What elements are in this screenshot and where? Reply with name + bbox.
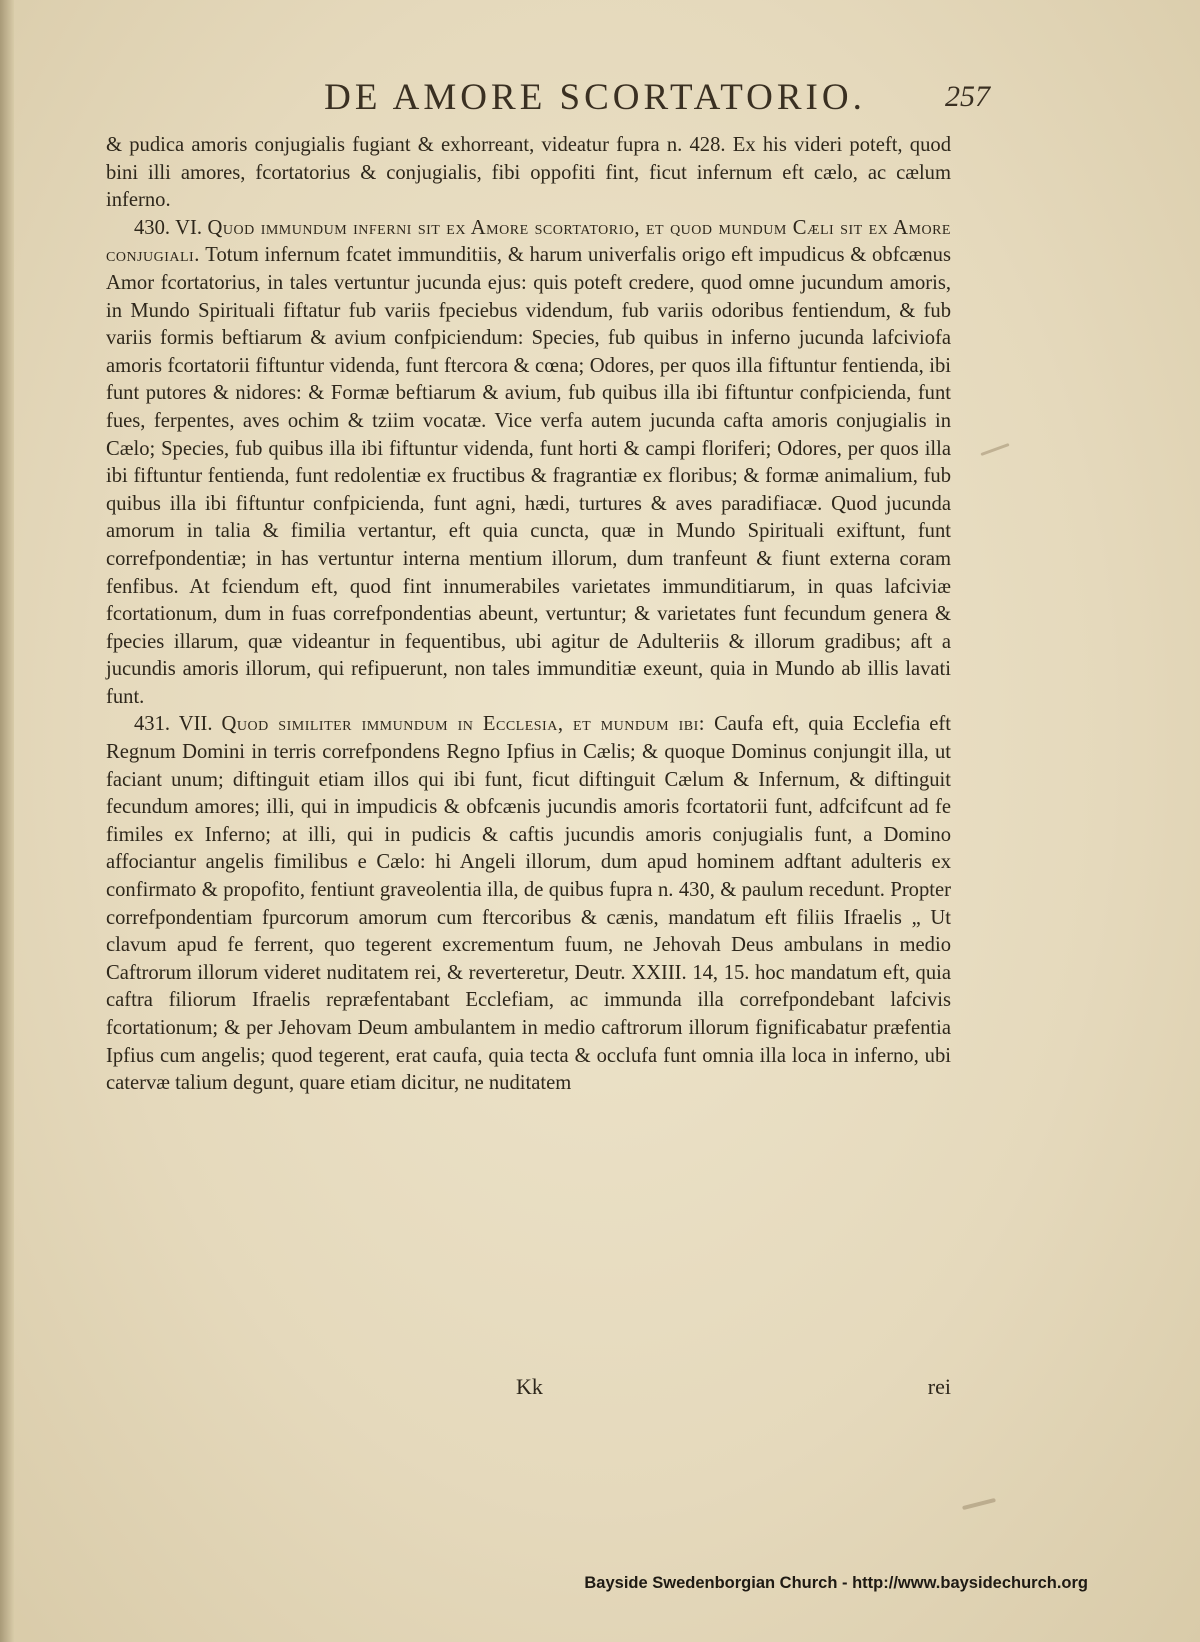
- signature-mark: Kk: [516, 1374, 543, 1399]
- catchword: rei: [927, 1374, 951, 1399]
- page-number: 257: [945, 80, 990, 113]
- paragraph-continuation: & pudica amoris conjugialis fugiant & exhorreant, videatur fupra n. 428. Ex his videri poteft, quod bini illi amores, fcortatorius & conjugialis, fibi oppofiti fint, ficut infernum eft cælo, ac cælum inferno.: [106, 134, 951, 212]
- paper-smudge: [980, 443, 1009, 456]
- running-title: DE AMORE SCORTATORIO.: [324, 77, 866, 118]
- section-number-430: 430. VI.: [134, 216, 203, 239]
- section-text-431: Caufa eft, quia Ecclefia eft Regnum Domini in terris correfpondens Regno Ipfius in Cælis; & quoque Dominus conjungit illa, ut faciant unum; diftinguit etiam illos qui ibi funt, ficut diftinguit Cælum & Infernum, & diftinguit fecundum amores; illi, qui in impudicis & obfcænis jucundis amoris fcortatorii funt, adfcifcunt ad fe fimiles ex Inferno; at illi, qui in pudicis & caftis jucundis amoris conjugialis funt, a Domino affociantur angelis fimilibus e Cælo: hi Angeli illorum, dum apud hominem adftant adulteris ex confirmato & propofito, fentiunt graveolentia illa, de quibus fupra n. 430, & paulum recedunt. Propter correfpondentiam fpurcorum amorum cum ftercoribus & cænis, mandatum eft filiis Ifraelis „ Ut clavum apud fe ferrent, quo tegerent excrementum fuum, ne Jehovah Deus ambulans in medio Caftrorum illorum videret nuditatem rei, & reverteretur, Deutr. XXIII. 14, 15. hoc mandatum eft, quia caftra filiorum Ifraelis repræfentabant Ecclefiam, ac immunda illa correfpondebant lafcivis fcortationum; & per Jehovam Deum ambulantem in medio caftrorum illorum fignificabatur præfentia Ipfius cum angelis; quod tegerent, erat caufa, quia tecta & occlufa funt omnia illa loca in inferno, ubi catervæ talium degunt, quare etiam dicitur, ne nuditatem: [106, 713, 951, 1095]
- page-footer: [106, 1374, 951, 1404]
- paragraph-431: [106, 711, 951, 1097]
- page-header: [90, 76, 990, 116]
- paragraph-430: [106, 215, 951, 712]
- section-heading-430: Quod immundum inferni sit ex Amore scortatorio, et quod mundum Cæli sit ex Amore conjugiali.: [106, 216, 951, 267]
- section-number-431: 431. VII.: [134, 713, 213, 736]
- body-text: [106, 132, 951, 1098]
- section-heading-431: Quod similiter immundum in Ecclesia, et mundum ibi:: [221, 713, 705, 736]
- section-text-430: Totum infernum fcatet immunditiis, & harum univerfalis origo eft impudicus & obfcænus Amor fcortatorius, in tales vertuntur jucunda ejus: quis poteft credere, quod omne jucundum amoris, in Mundo Spirituali fiftatur fub variis fpeciebus videndum, fub variis odoribus fentiendum, & fub variis formis beftiarum & avium confpiciendum: Species, fub quibus in inferno jucunda lafciviofa amoris fcortatorii fiftuntur videnda, funt ftercora & cœna; Odores, per quos illa fiftuntur fentienda, ibi funt putores & nidores: & Formæ beftiarum & avium, fub quibus illa ibi fiftuntur confpicienda, funt fues, ferpentes, aves ochim & tziim vocatæ. Vice verfa autem jucunda cafta amoris conjugialis in Cælo; Species, fub quibus illa ibi fiftuntur videnda, funt horti & campi floriferi; Odores, per quos illa ibi fiftuntur fentienda, funt redolentiæ ex fructibus & fragrantiæ ex floribus; & formæ animalium, fub quibus illa ibi fiftuntur confpicienda, funt agni, hædi, turtures & aves paradifiacæ. Quod jucunda amorum in talia & fimilia vertantur, eft quia cuncta, quæ in Mundo Spirituali exiftunt, funt correfpondentiæ; in has vertuntur interna mentium illorum, dum tranfeunt & fiunt externa coram fenfibus. At fciendum eft, quod fint innumerabiles varietates immunditiarum, in quas lafciviæ fcortationum, dum in fuas correfpondentias abeunt, vertuntur; & varietates funt fecundum genera & fpecies illarum, quæ videantur in fequentibus, ubi agitur de Adulteriis & illorum gradibus; aft a jucundis amoris illorum, qui refipuerunt, non tales immunditiæ exeunt, quia in Mundo ab illis lavati funt.: [106, 244, 951, 708]
- paper-smudge: [962, 1498, 996, 1510]
- watermark-credit: Bayside Swedenborgian Church - http://www.baysidechurch.org: [584, 1574, 1088, 1592]
- page-edge-shadow: [0, 0, 14, 1642]
